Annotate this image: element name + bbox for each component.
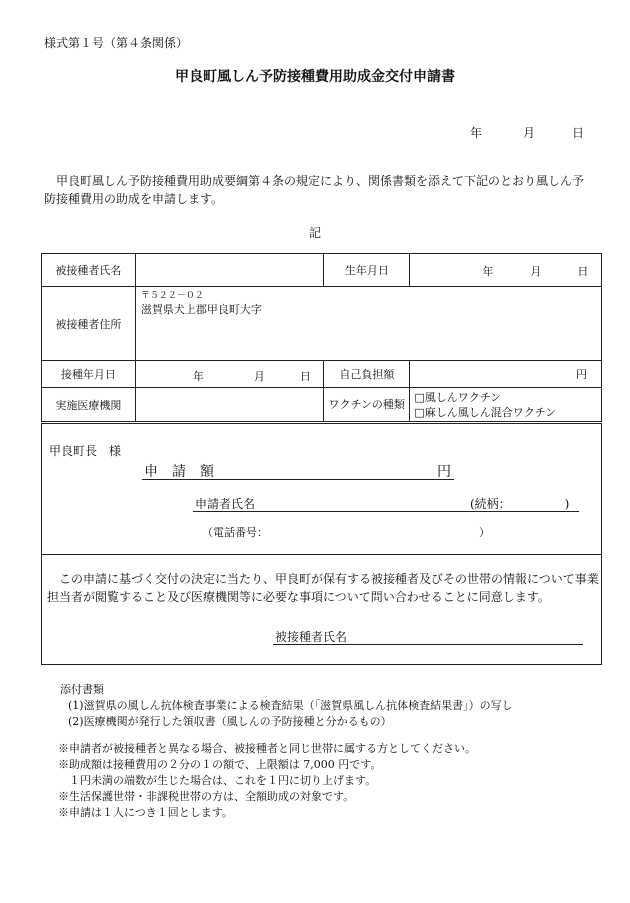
self-pay-label: 自己負担額: [324, 361, 410, 388]
note-item: ※申請は１人につき１回とします。: [58, 806, 233, 819]
attachment-item: (2)医療機関が発行した領収書（風しんの予防接種と分かるもの）: [68, 715, 392, 728]
amount-yen: 円: [437, 464, 451, 480]
facility-label: 実施医療機関: [42, 388, 136, 422]
vaccine-option-mr[interactable]: □麻しん風しん混合ワクチン: [414, 405, 557, 419]
amount-label: 申 請 額: [144, 464, 214, 480]
application-box: [41, 423, 602, 665]
vaccination-date-label: 接種年月日: [42, 361, 136, 388]
intro-paragraph: 甲良町風しん予防接種費用助成要綱第４条の規定により、関係書類を添えて下記のとおり風しん予防接種費用の助成を申請します。: [44, 174, 585, 206]
vacc-day-label: 日: [299, 370, 311, 383]
name-field[interactable]: [135, 254, 324, 287]
birth-month-label: 月: [530, 265, 542, 278]
date-month-label: 月: [523, 126, 536, 140]
birth-year-label: 年: [482, 265, 494, 278]
attachment-item: (1)滋賀県の風しん抗体検査事業による検査結果（「滋賀県風しん抗体検査結果書」）の写し: [68, 699, 513, 712]
section-divider: [42, 554, 601, 555]
note-item: ※生活保護世帯・非課税世帯の方は、全額助成の対象です。: [58, 790, 355, 803]
birth-day-label: 日: [577, 265, 589, 278]
note-item: ※申請者が被接種者と異なる場合、被接種者と同じ世帯に属する方としてください。: [58, 742, 476, 755]
birth-label: 生年月日: [324, 254, 410, 287]
name-label: 被接種者氏名: [42, 254, 136, 287]
date-year-label: 年: [470, 126, 483, 140]
self-pay-field[interactable]: [410, 361, 602, 388]
page-title: 甲良町風しん予防接種費用助成金交付申請書: [175, 69, 455, 85]
self-pay-yen: 円: [576, 368, 587, 381]
addressee: 甲良町長 様: [49, 444, 122, 458]
address-prefix: 滋賀県犬上郡甲良町大字: [140, 303, 262, 316]
ki-heading: 記: [308, 226, 321, 240]
signature-input[interactable]: [360, 627, 580, 645]
attachments-title: 添付書類: [60, 683, 104, 696]
vaccine-option-rubella[interactable]: □風しんワクチン: [414, 390, 502, 404]
applicant-info-table: [41, 253, 602, 422]
note-item: ※助成額は接種費用の２分の１の額で、上限額は 7,000 円です。: [58, 758, 382, 771]
vacc-month-label: 月: [253, 370, 265, 383]
phone-input[interactable]: [277, 523, 467, 539]
date-day-label: 日: [572, 126, 585, 140]
notes-section: [58, 741, 598, 821]
vaccine-type-options: [410, 388, 602, 422]
address-label: 被接種者住所: [42, 287, 136, 361]
birth-date-field[interactable]: [410, 254, 602, 287]
vacc-year-label: 年: [192, 370, 204, 383]
signature-label: 被接種者氏名: [275, 630, 348, 644]
note-item: １円未満の端数が生じた場合は、これを１円に切り上げます。: [58, 774, 377, 787]
vaccine-type-label: ワクチンの種類: [324, 388, 410, 422]
applicant-name-label: 申請者氏名: [195, 497, 256, 511]
address-field[interactable]: [135, 287, 601, 361]
applicant-name-input[interactable]: [272, 494, 462, 512]
vaccination-date-field[interactable]: [135, 361, 324, 388]
form-number: 様式第１号（第４条関係）: [44, 36, 189, 50]
amount-input[interactable]: [227, 462, 427, 480]
phone-label: （電話番号：: [202, 526, 268, 539]
attachments-section: [60, 682, 600, 730]
consent-text: この申請に基づく交付の決定に当たり、甲良町が保有する被接種者及びその世帯の情報について事業担当者が閲覧すること及び医療機関等に必要な事項について問い合わせることに同意します。: [47, 572, 599, 604]
relation-label: (続柄： ): [470, 497, 570, 511]
facility-field[interactable]: [135, 388, 324, 422]
phone-close: ）: [479, 526, 490, 539]
postal-code: 〒５２２－０２: [140, 291, 204, 301]
